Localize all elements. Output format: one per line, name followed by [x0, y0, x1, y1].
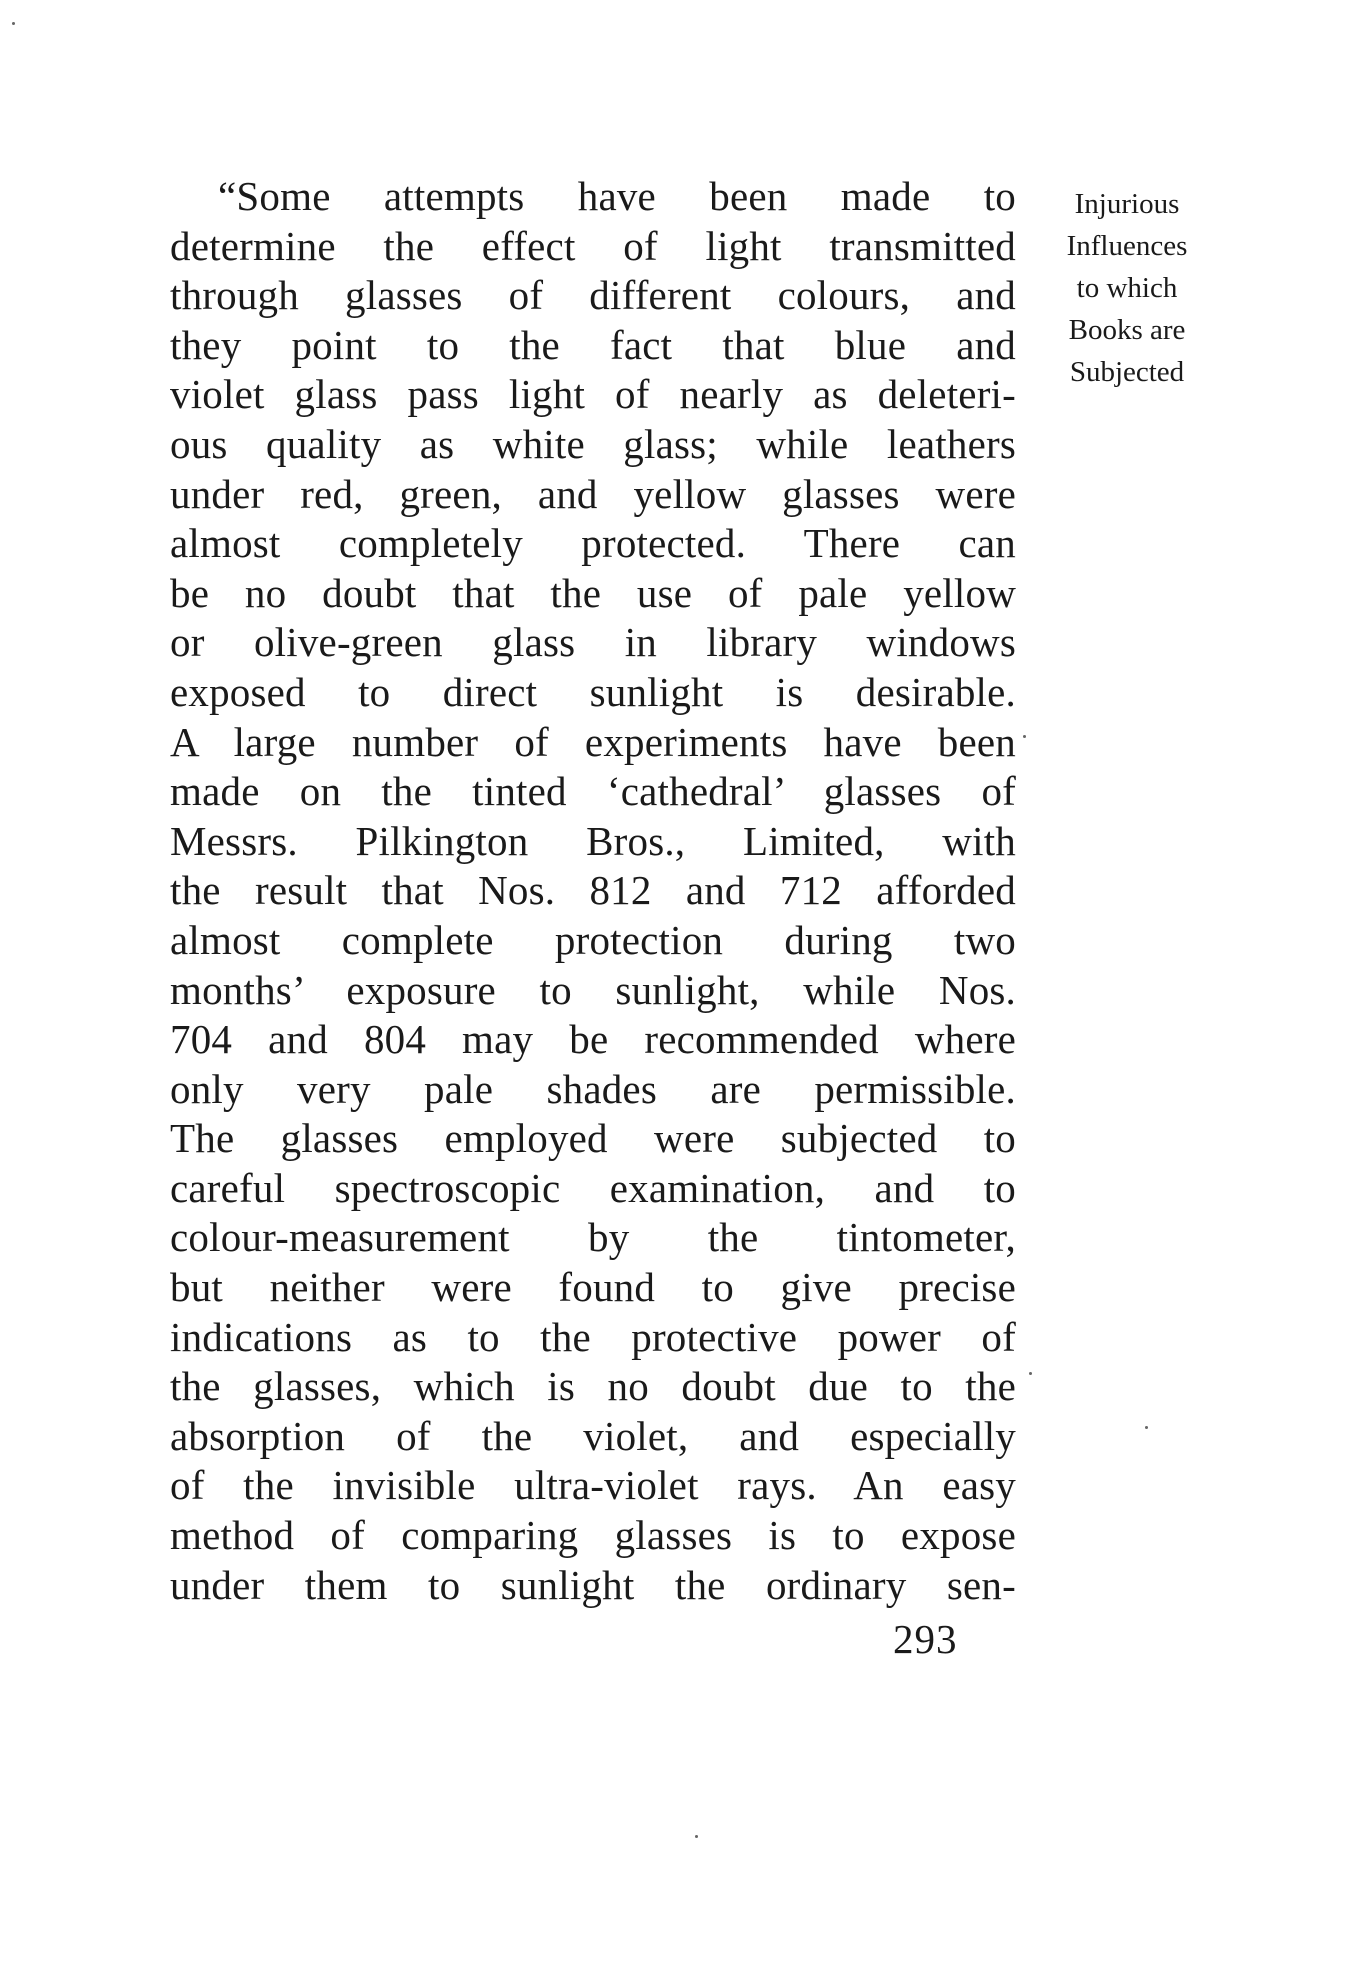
marginal-note-line: Subjected [1069, 356, 1185, 388]
body-line: or olive-green glass in library windows [170, 619, 1016, 666]
body-line: they point to the fact that blue and [170, 321, 1016, 368]
body-line: colour-measurement by the tintometer, [170, 1214, 1016, 1261]
marginal-note-line: Books are [1068, 314, 1186, 346]
body-line: indications as to the protective power of [170, 1313, 1016, 1360]
body-line: violet glass pass light of nearly as deleteri- [170, 371, 1016, 418]
body-line: almost complete protection during two [170, 916, 1016, 963]
marginal-note-line: Influences [1066, 230, 1188, 262]
body-line: of the invisible ultra-violet rays. An easy [170, 1462, 1016, 1509]
body-line: exposed to direct sunlight is desirable. [170, 668, 1016, 715]
scan-speck [12, 22, 15, 25]
page-number: 293 [893, 1616, 958, 1662]
body-line: made on the tinted ‘cathedral’ glasses of [170, 768, 1016, 815]
body-line: method of comparing glasses is to expose [170, 1512, 1016, 1559]
body-line: A large number of experiments have been [170, 718, 1016, 765]
body-line: ous quality as white glass; while leathers [170, 420, 1016, 467]
body-line: through glasses of different colours, and [170, 272, 1016, 319]
body-line: The glasses employed were subjected to [170, 1115, 1016, 1162]
body-line: “Some attempts have been made to [218, 173, 1016, 219]
body-line: months’ exposure to sunlight, while Nos. [170, 966, 1016, 1013]
scan-speck [1023, 735, 1026, 738]
body-line: 704 and 804 may be recommended where [170, 1016, 1016, 1063]
scan-speck [1145, 1426, 1148, 1429]
marginal-note-line: Injurious [1074, 188, 1180, 220]
body-line: the result that Nos. 812 and 712 afforded [170, 867, 1016, 914]
scan-speck [1029, 1372, 1032, 1375]
body-line: Messrs. Pilkington Bros., Limited, with [170, 817, 1016, 864]
body-line: but neither were found to give precise [170, 1264, 1016, 1311]
marginal-note-line: to which [1076, 272, 1178, 304]
marginal-note [1047, 183, 1207, 393]
body-line: careful spectroscopic examination, and to [170, 1164, 1016, 1211]
body-line: determine the effect of light transmitted [170, 222, 1016, 269]
body-text [170, 172, 1016, 1610]
body-line: under red, green, and yellow glasses were [170, 470, 1016, 517]
body-line: be no doubt that the use of pale yellow [170, 569, 1016, 616]
scan-speck [695, 1835, 698, 1838]
body-line: the glasses, which is no doubt due to the [170, 1363, 1016, 1410]
body-line: only very pale shades are permissible. [170, 1065, 1016, 1112]
body-line: under them to sunlight the ordinary sen- [170, 1561, 1016, 1608]
body-line: almost completely protected. There can [170, 520, 1016, 567]
body-line: absorption of the violet, and especially [170, 1412, 1016, 1459]
